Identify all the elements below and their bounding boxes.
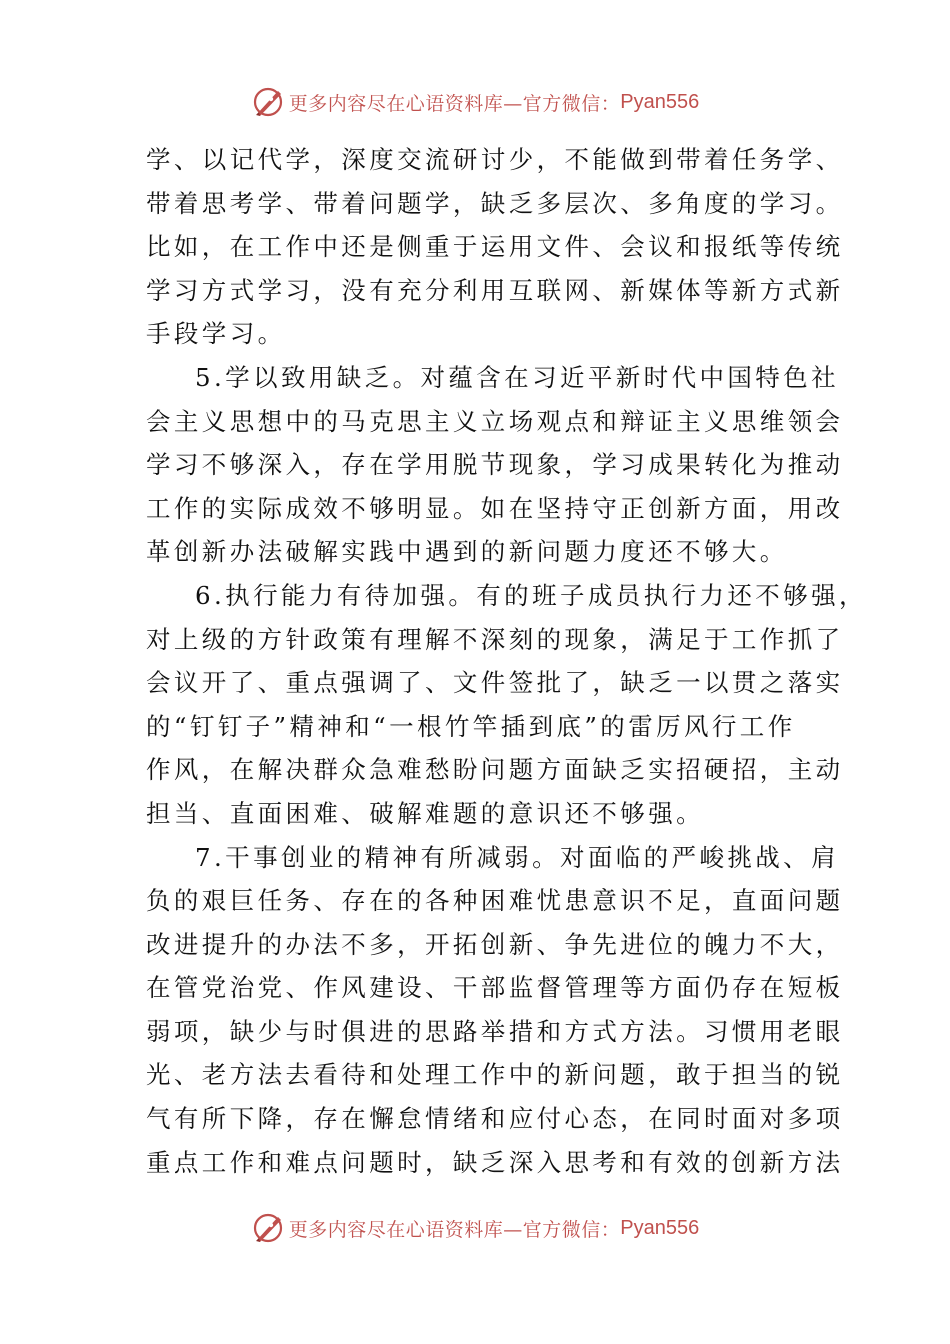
body-line: 学习不够深入，存在学用脱节现象，学习成果转化为推动 bbox=[146, 450, 844, 480]
body-line: 革创新办法破解实践中遇到的新问题力度还不够大。 bbox=[146, 537, 788, 567]
body-line: 的“钉钉子”精神和“一根竹竿插到底”的雷厉风行工作 bbox=[146, 711, 796, 741]
paragraph-7-heading-line: 7.干事创业的精神有所减弱。对面临的严峻挑战、肩 bbox=[195, 842, 839, 872]
body-line: 作风，在解决群众急难愁盼问题方面缺乏实招硬招，主动 bbox=[146, 755, 844, 785]
body-line: 改进提升的办法不多，开拓创新、争先进位的魄力不大， bbox=[146, 929, 844, 959]
pen-logo-icon bbox=[251, 85, 285, 119]
body-line: 重点工作和难点问题时，缺乏深入思考和有效的创新方法 bbox=[146, 1147, 844, 1177]
footer-banner-text: 更多内容尽在心语资料库—官方微信： bbox=[288, 1218, 621, 1241]
body-line: 学、以记代学，深度交流研讨少，不能做到带着任务学、 bbox=[146, 145, 844, 174]
pen-logo-icon bbox=[251, 1211, 285, 1245]
header-banner-text: 更多内容尽在心语资料库—官方微信： bbox=[288, 92, 621, 115]
body-line: 弱项，缺少与时俱进的思路举措和方式方法。习惯用老眼 bbox=[146, 1016, 844, 1046]
body-line: 会主义思想中的马克思主义立场观点和辩证主义思维领会 bbox=[146, 406, 844, 436]
body-line: 会议开了、重点强调了、文件签批了，缺乏一以贯之落实 bbox=[146, 668, 844, 698]
body-line: 负的艰巨任务、存在的各种困难忧患意识不足，直面问题 bbox=[146, 886, 844, 916]
body-line: 带着思考学、带着问题学，缺乏多层次、多角度的学习。 bbox=[146, 188, 844, 218]
body-line: 对上级的方针政策有理解不深刻的现象，满足于工作抓了 bbox=[146, 624, 844, 654]
body-line: 光、老方法去看待和处理工作中的新问题，敢于担当的锐 bbox=[146, 1060, 844, 1090]
paragraph-5-heading-line: 5.学以致用缺乏。对蕴含在习近平新时代中国特色社 bbox=[195, 362, 839, 392]
footer-banner bbox=[0, 1208, 950, 1248]
header-wechat-id: Pyan556 bbox=[620, 90, 700, 113]
paragraph-6-heading-line: 6.执行能力有待加强。有的班子成员执行力还不够强， bbox=[195, 580, 867, 610]
document-body bbox=[146, 138, 867, 1184]
body-line: 手段学习。 bbox=[146, 319, 286, 349]
body-line: 学习方式学习，没有充分利用互联网、新媒体等新方式新 bbox=[146, 275, 844, 305]
body-line: 比如，在工作中还是侧重于运用文件、会议和报纸等传统 bbox=[146, 232, 844, 262]
footer-wechat-id: Pyan556 bbox=[620, 1216, 700, 1239]
body-line: 气有所下降，存在懈怠情绪和应付心态，在同时面对多项 bbox=[146, 1104, 844, 1134]
body-line: 工作的实际成效不够明显。如在坚持守正创新方面，用改 bbox=[146, 493, 844, 523]
body-line: 担当、直面困难、破解难题的意识还不够强。 bbox=[146, 798, 704, 828]
header-banner bbox=[0, 82, 950, 122]
body-line: 在管党治党、作风建设、干部监督管理等方面仍存在短板 bbox=[146, 973, 844, 1003]
